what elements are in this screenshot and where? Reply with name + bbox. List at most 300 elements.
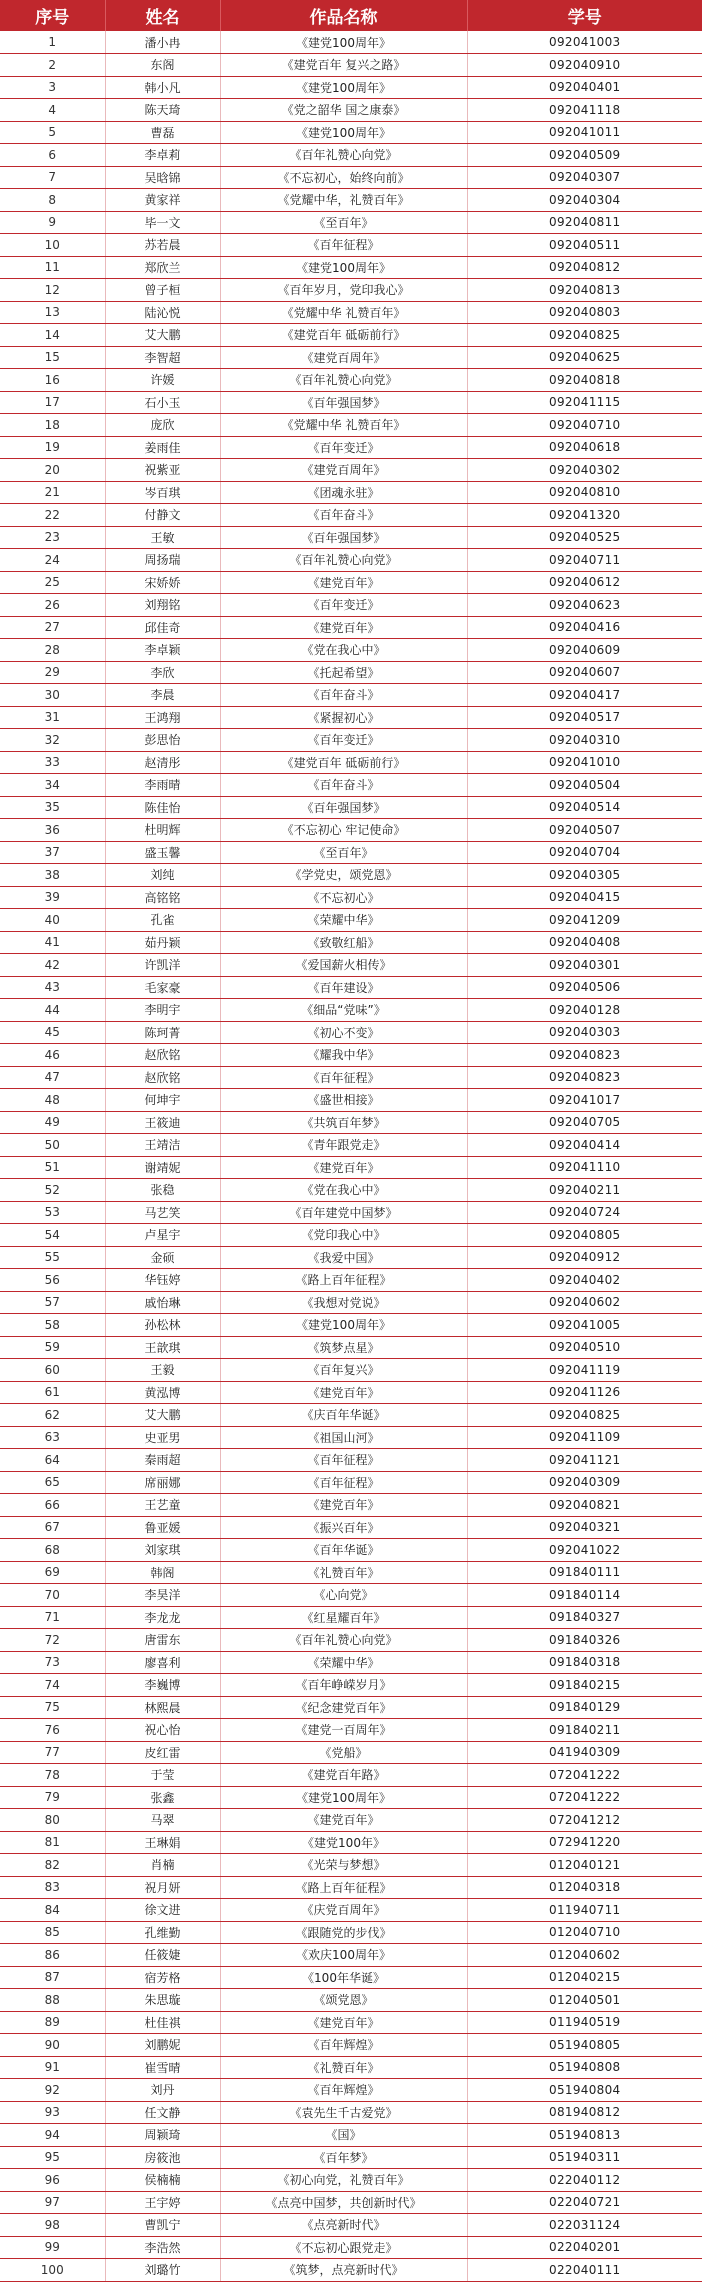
cell-student-id: 092041011 [467, 121, 702, 144]
cell-student-id: 092040417 [467, 684, 702, 707]
cell-work-title: 《爱国薪火相传》 [220, 954, 467, 977]
cell-student-id: 092041110 [467, 1156, 702, 1179]
cell-name: 许媛 [105, 369, 220, 392]
cell-work-title: 《礼赞百年》 [220, 1561, 467, 1584]
cell-work-title: 《庆党百周年》 [220, 1899, 467, 1922]
table-row [0, 1426, 702, 1449]
cell-serial-number: 85 [0, 1921, 105, 1944]
table-row [0, 481, 702, 504]
cell-work-title: 《青年跟党走》 [220, 1134, 467, 1157]
cell-name: 谢靖妮 [105, 1156, 220, 1179]
cell-work-title: 《国》 [220, 2124, 467, 2147]
cell-work-title: 《百年强国梦》 [220, 796, 467, 819]
cell-serial-number: 70 [0, 1584, 105, 1607]
cell-serial-number: 30 [0, 684, 105, 707]
cell-work-title: 《建党百年》 [220, 1494, 467, 1517]
table-row [0, 1651, 702, 1674]
cell-name: 吴晗锦 [105, 166, 220, 189]
cell-work-title: 《建党百年》 [220, 616, 467, 639]
cell-student-id: 092040309 [467, 1471, 702, 1494]
table-row [0, 1179, 702, 1202]
cell-work-title: 《百年强国梦》 [220, 526, 467, 549]
cell-student-id: 092040402 [467, 1269, 702, 1292]
cell-work-title: 《荣耀中华》 [220, 1651, 467, 1674]
table-row [0, 1471, 702, 1494]
cell-student-id: 012040121 [467, 1854, 702, 1877]
cell-name: 岑百琪 [105, 481, 220, 504]
cell-student-id: 092040307 [467, 166, 702, 189]
cell-name: 杜明辉 [105, 819, 220, 842]
cell-serial-number: 31 [0, 706, 105, 729]
cell-name: 刘丹 [105, 2079, 220, 2102]
cell-serial-number: 27 [0, 616, 105, 639]
cell-work-title: 《党船》 [220, 1741, 467, 1764]
cell-student-id: 051940805 [467, 2034, 702, 2057]
cell-name: 付静文 [105, 504, 220, 527]
cell-student-id: 072041222 [467, 1764, 702, 1787]
table-row [0, 886, 702, 909]
table-row [0, 1989, 702, 2012]
cell-student-id: 081940812 [467, 2101, 702, 2124]
cell-name: 石小玉 [105, 391, 220, 414]
cell-student-id: 092040504 [467, 774, 702, 797]
cell-name: 肖楠 [105, 1854, 220, 1877]
table-row [0, 2079, 702, 2102]
cell-work-title: 《颂党恩》 [220, 1989, 467, 2012]
table-row [0, 1134, 702, 1157]
cell-serial-number: 76 [0, 1719, 105, 1742]
cell-student-id: 092040910 [467, 54, 702, 77]
cell-name: 卢星宇 [105, 1224, 220, 1247]
cell-work-title: 《建党百周年》 [220, 459, 467, 482]
cell-serial-number: 46 [0, 1044, 105, 1067]
cell-name: 艾大鹏 [105, 324, 220, 347]
table-row [0, 2056, 702, 2079]
cell-name: 孙松林 [105, 1314, 220, 1337]
cell-serial-number: 23 [0, 526, 105, 549]
cell-work-title: 《细品“党味”》 [220, 999, 467, 1022]
table-row [0, 774, 702, 797]
cell-name: 赵清彤 [105, 751, 220, 774]
cell-serial-number: 45 [0, 1021, 105, 1044]
cell-student-id: 092041115 [467, 391, 702, 414]
table-row [0, 841, 702, 864]
cell-name: 郑欣兰 [105, 256, 220, 279]
cell-serial-number: 3 [0, 76, 105, 99]
cell-student-id: 092041320 [467, 504, 702, 527]
cell-serial-number: 18 [0, 414, 105, 437]
table-row [0, 1314, 702, 1337]
table-row [0, 931, 702, 954]
cell-work-title: 《百年强国梦》 [220, 391, 467, 414]
cell-work-title: 《筑梦点星》 [220, 1336, 467, 1359]
table-row [0, 1381, 702, 1404]
table-row [0, 1021, 702, 1044]
table-row [0, 1246, 702, 1269]
cell-work-title: 《路上百年征程》 [220, 1269, 467, 1292]
cell-work-title: 《不忘初心》 [220, 886, 467, 909]
cell-work-title: 《建党百年路》 [220, 1764, 467, 1787]
cell-serial-number: 59 [0, 1336, 105, 1359]
cell-name: 刘纯 [105, 864, 220, 887]
cell-name: 陈天琦 [105, 99, 220, 122]
table-row [0, 76, 702, 99]
cell-serial-number: 1 [0, 31, 105, 54]
cell-student-id: 012040602 [467, 1944, 702, 1967]
table-row [0, 1449, 702, 1472]
cell-name: 鲁亚媛 [105, 1516, 220, 1539]
table-row [0, 796, 702, 819]
cell-name: 皮红雷 [105, 1741, 220, 1764]
cell-name: 王敏 [105, 526, 220, 549]
cell-work-title: 《党耀中华 礼赞百年》 [220, 414, 467, 437]
cell-work-title: 《托起希望》 [220, 661, 467, 684]
cell-name: 刘鹏妮 [105, 2034, 220, 2057]
cell-work-title: 《建党一百周年》 [220, 1719, 467, 1742]
table-row [0, 211, 702, 234]
cell-work-title: 《党在我心中》 [220, 639, 467, 662]
table-row [0, 2236, 702, 2259]
cell-name: 李浩然 [105, 2236, 220, 2259]
cell-serial-number: 69 [0, 1561, 105, 1584]
cell-student-id: 092041118 [467, 99, 702, 122]
cell-student-id: 092041119 [467, 1359, 702, 1382]
cell-serial-number: 38 [0, 864, 105, 887]
table-row [0, 639, 702, 662]
cell-student-id: 092040321 [467, 1516, 702, 1539]
cell-work-title: 《不忘初心，始终向前》 [220, 166, 467, 189]
cell-serial-number: 72 [0, 1629, 105, 1652]
cell-student-id: 072041222 [467, 1786, 702, 1809]
cell-name: 艾大鹏 [105, 1404, 220, 1427]
cell-work-title: 《百年礼赞心向党》 [220, 144, 467, 167]
cell-serial-number: 63 [0, 1426, 105, 1449]
cell-student-id: 092041003 [467, 31, 702, 54]
cell-student-id: 092040302 [467, 459, 702, 482]
cell-work-title: 《100年华诞》 [220, 1966, 467, 1989]
cell-student-id: 092040710 [467, 414, 702, 437]
table-row [0, 234, 702, 257]
cell-serial-number: 96 [0, 2169, 105, 2192]
cell-work-title: 《党耀中华，礼赞百年》 [220, 189, 467, 212]
table-row [0, 189, 702, 212]
cell-name: 潘小冉 [105, 31, 220, 54]
cell-student-id: 092040211 [467, 1179, 702, 1202]
cell-student-id: 091840111 [467, 1561, 702, 1584]
cell-serial-number: 7 [0, 166, 105, 189]
cell-serial-number: 15 [0, 346, 105, 369]
cell-serial-number: 22 [0, 504, 105, 527]
cell-student-id: 092041017 [467, 1089, 702, 1112]
table-row [0, 2259, 702, 2282]
cell-work-title: 《建党100年》 [220, 1831, 467, 1854]
table-row [0, 1809, 702, 1832]
table-row [0, 1269, 702, 1292]
cell-student-id: 092040305 [467, 864, 702, 887]
table-row [0, 1561, 702, 1584]
cell-work-title: 《百年奋斗》 [220, 774, 467, 797]
table-row [0, 346, 702, 369]
cell-serial-number: 73 [0, 1651, 105, 1674]
cell-serial-number: 51 [0, 1156, 105, 1179]
cell-student-id: 072041212 [467, 1809, 702, 1832]
cell-name: 李晨 [105, 684, 220, 707]
cell-serial-number: 98 [0, 2214, 105, 2237]
cell-student-id: 012040501 [467, 1989, 702, 2012]
table-row [0, 594, 702, 617]
cell-serial-number: 24 [0, 549, 105, 572]
cell-work-title: 《团魂永驻》 [220, 481, 467, 504]
cell-student-id: 092040408 [467, 931, 702, 954]
cell-name: 李欣 [105, 661, 220, 684]
cell-work-title: 《点亮中国梦，共创新时代》 [220, 2191, 467, 2214]
cell-work-title: 《红星耀百年》 [220, 1606, 467, 1629]
cell-name: 黄泓博 [105, 1381, 220, 1404]
cell-work-title: 《建党100周年》 [220, 1314, 467, 1337]
cell-serial-number: 53 [0, 1201, 105, 1224]
cell-student-id: 092040823 [467, 1066, 702, 1089]
cell-name: 王鸿翔 [105, 706, 220, 729]
cell-work-title: 《初心不变》 [220, 1021, 467, 1044]
table-row [0, 166, 702, 189]
cell-work-title: 《光荣与梦想》 [220, 1854, 467, 1877]
cell-student-id: 092040618 [467, 436, 702, 459]
cell-work-title: 《心向党》 [220, 1584, 467, 1607]
cell-serial-number: 99 [0, 2236, 105, 2259]
cell-serial-number: 35 [0, 796, 105, 819]
cell-work-title: 《百年征程》 [220, 234, 467, 257]
cell-student-id: 092040310 [467, 729, 702, 752]
cell-serial-number: 95 [0, 2146, 105, 2169]
cell-serial-number: 17 [0, 391, 105, 414]
cell-name: 东阁 [105, 54, 220, 77]
cell-work-title: 《建党百年》 [220, 1381, 467, 1404]
cell-name: 王毅 [105, 1359, 220, 1382]
cell-work-title: 《建党100周年》 [220, 1786, 467, 1809]
cell-name: 李巍博 [105, 1674, 220, 1697]
cell-student-id: 092040812 [467, 256, 702, 279]
cell-student-id: 092041209 [467, 909, 702, 932]
table-row [0, 1291, 702, 1314]
cell-student-id: 022040111 [467, 2259, 702, 2282]
cell-student-id: 092041126 [467, 1381, 702, 1404]
cell-work-title: 《祖国山河》 [220, 1426, 467, 1449]
cell-name: 李昊洋 [105, 1584, 220, 1607]
cell-work-title: 《百年复兴》 [220, 1359, 467, 1382]
table-row [0, 369, 702, 392]
cell-serial-number: 10 [0, 234, 105, 257]
cell-serial-number: 58 [0, 1314, 105, 1337]
cell-serial-number: 9 [0, 211, 105, 234]
table-row [0, 1606, 702, 1629]
cell-student-id: 092040704 [467, 841, 702, 864]
cell-work-title: 《学党史，颂党恩》 [220, 864, 467, 887]
table-row [0, 1336, 702, 1359]
cell-serial-number: 48 [0, 1089, 105, 1112]
cell-student-id: 092040607 [467, 661, 702, 684]
header-work-title: 作品名称 [220, 0, 467, 31]
table-row [0, 2034, 702, 2057]
cell-name: 史亚男 [105, 1426, 220, 1449]
cell-work-title: 《荣耀中华》 [220, 909, 467, 932]
cell-name: 廖喜利 [105, 1651, 220, 1674]
cell-name: 刘家琪 [105, 1539, 220, 1562]
table-row [0, 864, 702, 887]
cell-work-title: 《建党100周年》 [220, 76, 467, 99]
table-row [0, 324, 702, 347]
cell-student-id: 091840327 [467, 1606, 702, 1629]
cell-work-title: 《建党百年 复兴之路》 [220, 54, 467, 77]
cell-work-title: 《筑梦，点亮新时代》 [220, 2259, 467, 2282]
cell-work-title: 《袁先生千古爱党》 [220, 2101, 467, 2124]
table-row [0, 436, 702, 459]
cell-name: 韩小凡 [105, 76, 220, 99]
table-row [0, 1111, 702, 1134]
cell-name: 徐文进 [105, 1899, 220, 1922]
cell-name: 祝紫亚 [105, 459, 220, 482]
cell-name: 茹丹颖 [105, 931, 220, 954]
table-row [0, 684, 702, 707]
cell-serial-number: 52 [0, 1179, 105, 1202]
table-row [0, 1786, 702, 1809]
cell-work-title: 《耀我中华》 [220, 1044, 467, 1067]
cell-serial-number: 89 [0, 2011, 105, 2034]
cell-work-title: 《紧握初心》 [220, 706, 467, 729]
table-row [0, 1719, 702, 1742]
table-row [0, 1674, 702, 1697]
cell-student-id: 092040301 [467, 954, 702, 977]
cell-serial-number: 43 [0, 976, 105, 999]
cell-name: 任筱婕 [105, 1944, 220, 1967]
table-row [0, 661, 702, 684]
cell-serial-number: 60 [0, 1359, 105, 1382]
cell-student-id: 022040112 [467, 2169, 702, 2192]
cell-name: 李明宇 [105, 999, 220, 1022]
cell-student-id: 092040401 [467, 76, 702, 99]
cell-student-id: 051940808 [467, 2056, 702, 2079]
table-row [0, 279, 702, 302]
cell-student-id: 092040803 [467, 301, 702, 324]
cell-serial-number: 79 [0, 1786, 105, 1809]
cell-work-title: 《盛世相接》 [220, 1089, 467, 1112]
cell-work-title: 《百年变迁》 [220, 729, 467, 752]
table-row [0, 2146, 702, 2169]
table-row [0, 459, 702, 482]
table-body [0, 31, 702, 2281]
cell-name: 王宇婷 [105, 2191, 220, 2214]
cell-serial-number: 29 [0, 661, 105, 684]
table-row [0, 2191, 702, 2214]
cell-name: 苏若晨 [105, 234, 220, 257]
table-row [0, 31, 702, 54]
cell-name: 孔维勤 [105, 1921, 220, 1944]
cell-name: 任文静 [105, 2101, 220, 2124]
cell-student-id: 022040201 [467, 2236, 702, 2259]
cell-name: 李智超 [105, 346, 220, 369]
cell-name: 王靖洁 [105, 1134, 220, 1157]
table-row [0, 526, 702, 549]
table-row [0, 1696, 702, 1719]
cell-student-id: 091840114 [467, 1584, 702, 1607]
cell-serial-number: 97 [0, 2191, 105, 2214]
table-row [0, 1044, 702, 1067]
header-student-id: 学号 [567, 8, 602, 28]
cell-work-title: 《百年建设》 [220, 976, 467, 999]
cell-name: 林熙晨 [105, 1696, 220, 1719]
cell-serial-number: 83 [0, 1876, 105, 1899]
header-name: 姓名 [105, 0, 220, 31]
cell-work-title: 《百年奋斗》 [220, 684, 467, 707]
cell-name: 高铭铭 [105, 886, 220, 909]
cell-name: 邱佳奇 [105, 616, 220, 639]
cell-student-id: 092040818 [467, 369, 702, 392]
cell-work-title: 《建党百年》 [220, 2011, 467, 2034]
cell-name: 刘璐竹 [105, 2259, 220, 2282]
cell-name: 祝心怡 [105, 1719, 220, 1742]
cell-name: 张鑫 [105, 1786, 220, 1809]
cell-serial-number: 91 [0, 2056, 105, 2079]
cell-serial-number: 41 [0, 931, 105, 954]
cell-work-title: 《党耀中华 礼赞百年》 [220, 301, 467, 324]
cell-name: 赵欣铭 [105, 1066, 220, 1089]
table-row [0, 1966, 702, 1989]
table-row [0, 1764, 702, 1787]
table-row [0, 1584, 702, 1607]
table-row [0, 1539, 702, 1562]
cell-student-id: 092041010 [467, 751, 702, 774]
cell-work-title: 《我想对党说》 [220, 1291, 467, 1314]
cell-work-title: 《建党100周年》 [220, 121, 467, 144]
cell-student-id: 092040625 [467, 346, 702, 369]
cell-student-id: 092040811 [467, 211, 702, 234]
cell-student-id: 092041005 [467, 1314, 702, 1337]
cell-serial-number: 32 [0, 729, 105, 752]
cell-serial-number: 62 [0, 1404, 105, 1427]
cell-student-id: 092040711 [467, 549, 702, 572]
cell-work-title: 《建党百周年》 [220, 346, 467, 369]
table-row [0, 1516, 702, 1539]
cell-work-title: 《致敬红船》 [220, 931, 467, 954]
cell-name: 房筱池 [105, 2146, 220, 2169]
cell-serial-number: 36 [0, 819, 105, 842]
cell-student-id: 092041109 [467, 1426, 702, 1449]
cell-serial-number: 68 [0, 1539, 105, 1562]
cell-name: 陈珂菁 [105, 1021, 220, 1044]
cell-name: 华钰婷 [105, 1269, 220, 1292]
cell-serial-number: 11 [0, 256, 105, 279]
cell-serial-number: 12 [0, 279, 105, 302]
cell-name: 曹磊 [105, 121, 220, 144]
cell-work-title: 《党印我心中》 [220, 1224, 467, 1247]
cell-serial-number: 74 [0, 1674, 105, 1697]
cell-name: 马翠 [105, 1809, 220, 1832]
cell-name: 席丽娜 [105, 1471, 220, 1494]
cell-work-title: 《至百年》 [220, 841, 467, 864]
table-row [0, 2214, 702, 2237]
cell-work-title: 《我爱中国》 [220, 1246, 467, 1269]
cell-work-title: 《建党百年》 [220, 571, 467, 594]
table-row [0, 1156, 702, 1179]
cell-student-id: 092040514 [467, 796, 702, 819]
table-row [0, 1224, 702, 1247]
cell-work-title: 《建党100周年》 [220, 31, 467, 54]
table-row [0, 1404, 702, 1427]
cell-serial-number: 49 [0, 1111, 105, 1134]
cell-work-title: 《百年辉煌》 [220, 2079, 467, 2102]
cell-student-id: 092040517 [467, 706, 702, 729]
cell-name: 秦雨超 [105, 1449, 220, 1472]
cell-name: 宋娇娇 [105, 571, 220, 594]
